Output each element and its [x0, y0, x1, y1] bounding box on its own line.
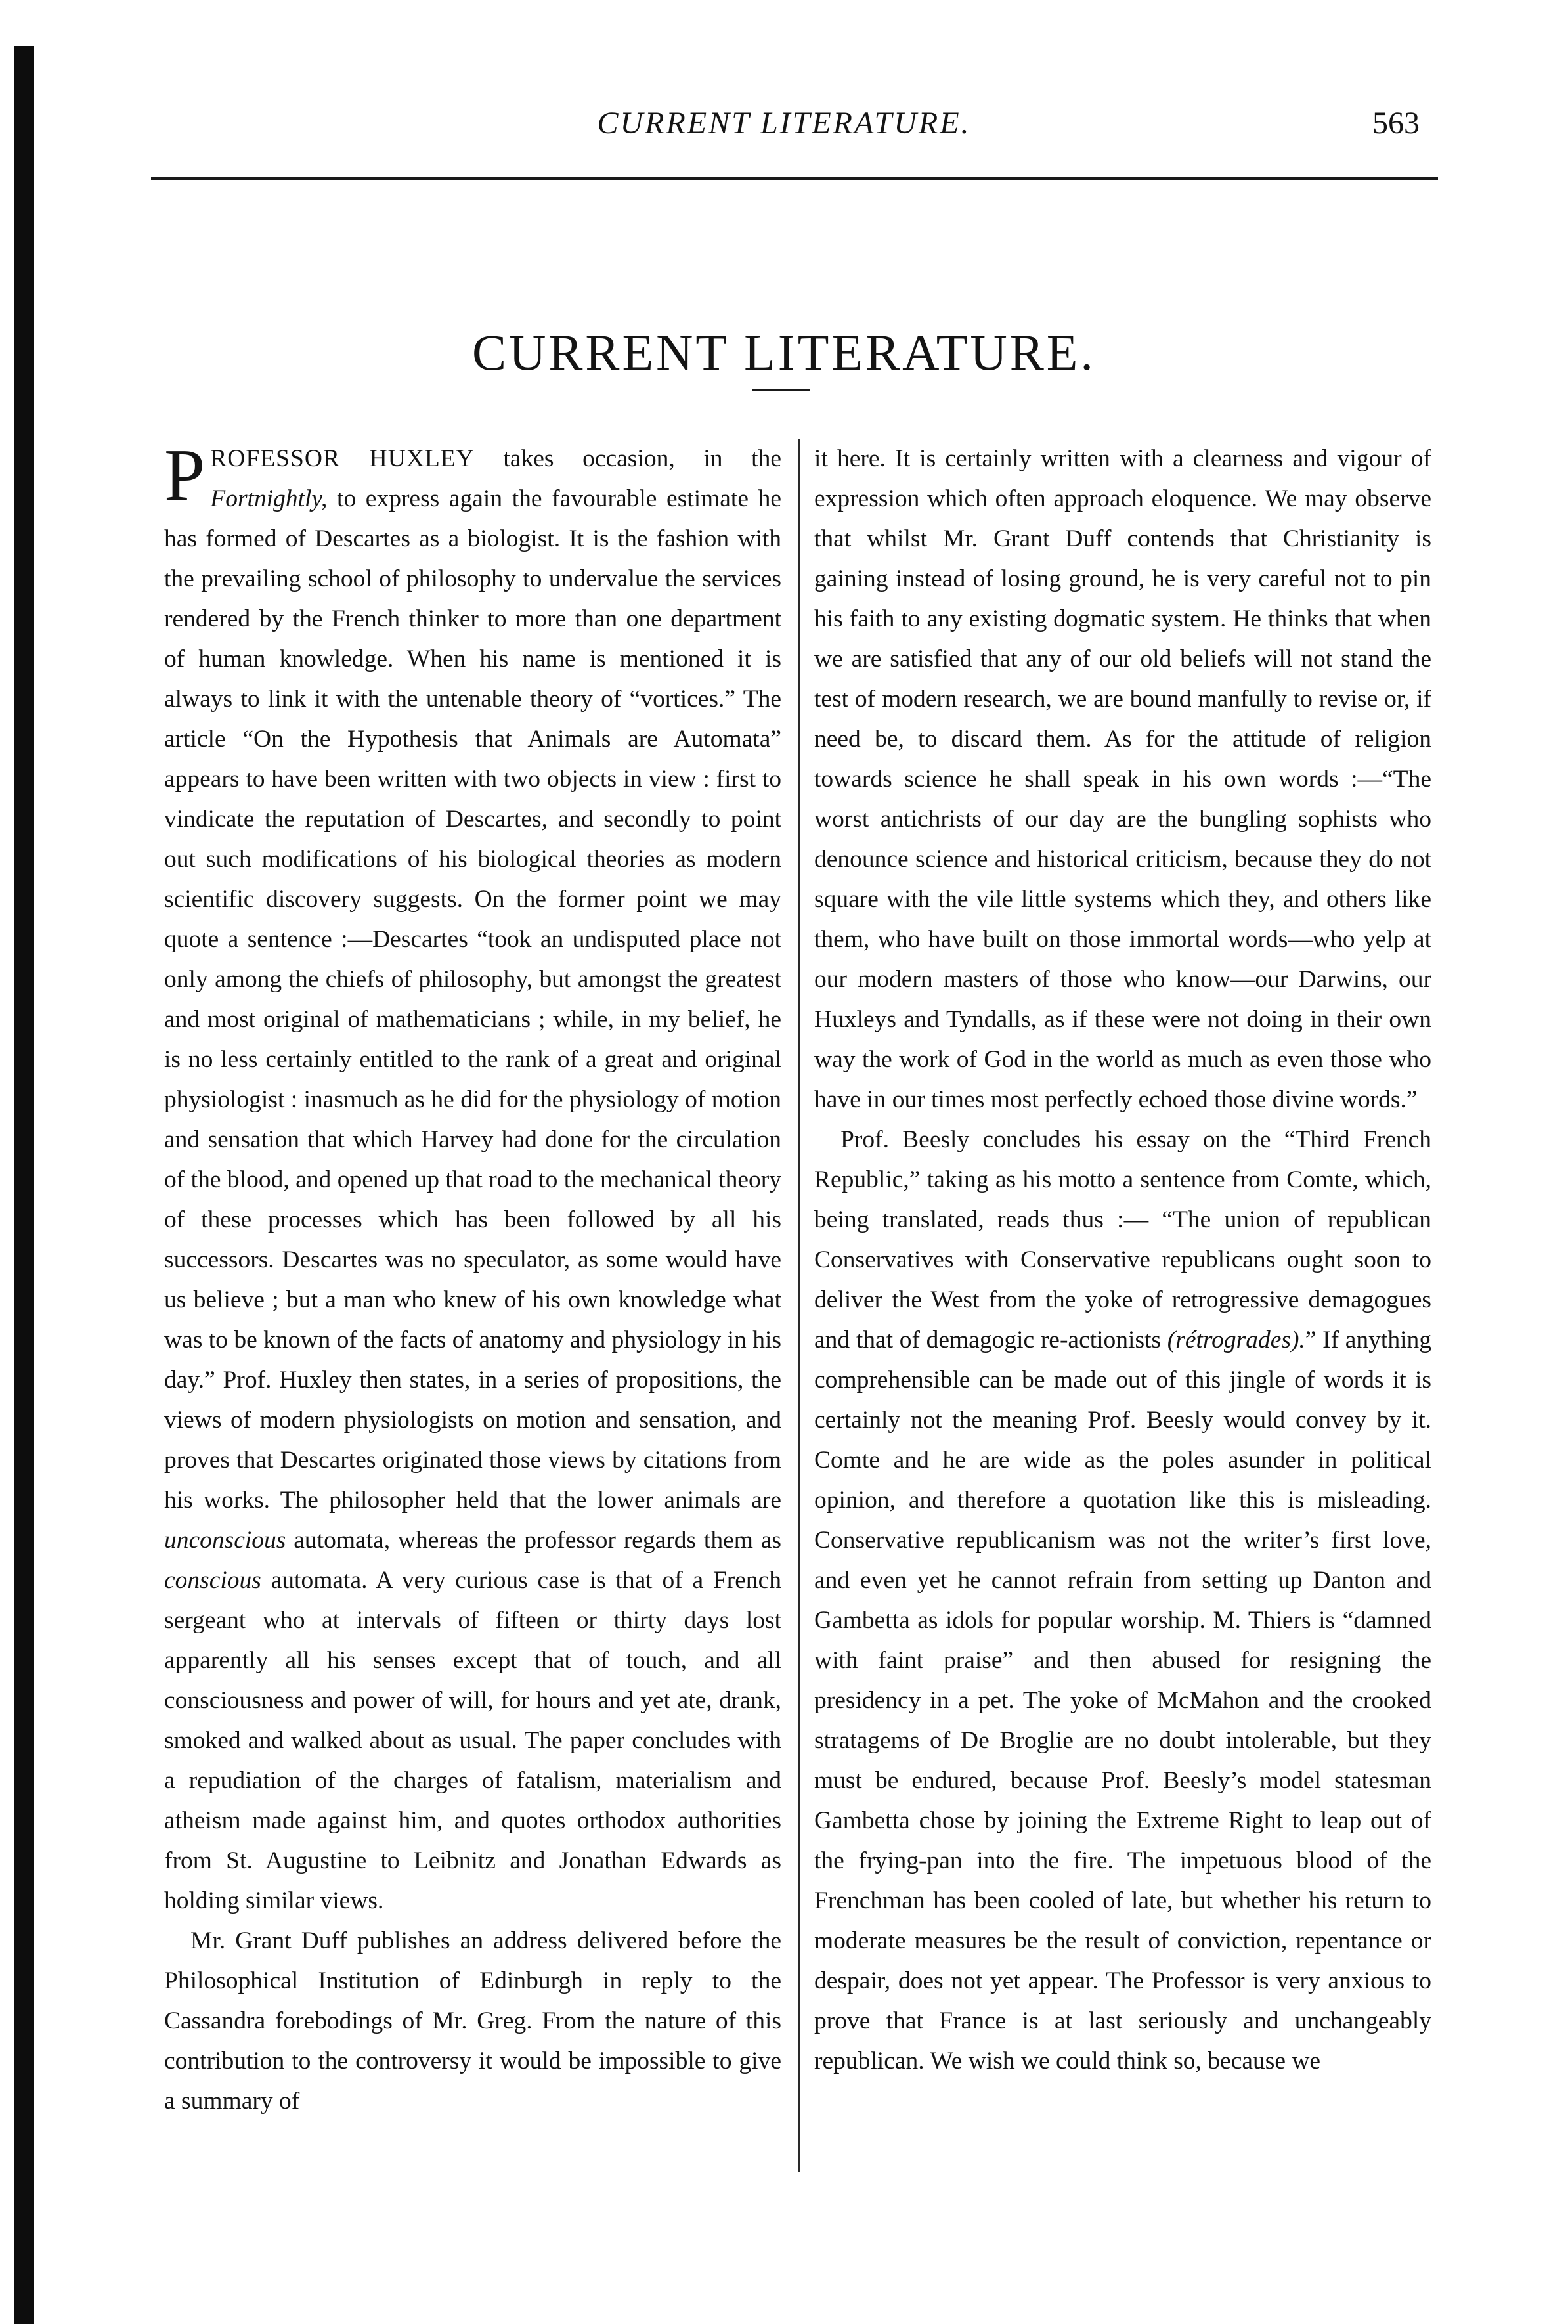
paragraph-beesly — [814, 1120, 1431, 2081]
running-head — [0, 99, 1568, 158]
lead-caps: ROFESSOR HUXLEY — [210, 445, 475, 472]
paragraph-text: takes occasion, in the — [474, 445, 781, 472]
drop-cap: P — [164, 435, 206, 516]
paragraph-text: ” If anything comprehensible can be made out of this jingle of words it is certainly not the meaning Prof. Beesly would convey by it. Comte and he are wide as the poles asunder in political opinion, and therefore a quotation like this is misleading. Conservative republicanism was not the writer’s first love, and even yet he cannot refrain from setting up Danton and Gambetta as idols for popular worship. M. Thiers is “damned with faint praise” and then abused for resigning the presidency in a pet. The yoke of McMahon and the crooked stratagems of De Broglie are no doubt intolerable, but they must be endured, because Prof. Beesly’s model statesman Gambetta chose by joining the Extreme Right to leap out of the frying-pan into the fire. The impetuous blood of the Frenchman has been cooled of late, but whether his return to moderate measures be the result of conviction, repentance or despair, does not yet appear. The Professor is very anxious to prove that France is at last seriously and unchangeably republican. We wish we could think so, because we — [814, 1326, 1432, 2074]
article-title: CURRENT LITERATURE. — [472, 324, 1096, 382]
paragraph-text: to express again the favourable estimate he has formed of Descartes as a biologist. It is the fashion with the prevailing school of philosophy to undervalue the services rendered by the French thinker to more than one department of human knowledge. When his name is mentioned it is always to link it with the untenable theory of “vortices.” The article “On the Hypothesis that Animals are Automata” appears to have been written with two objects in view : first to vindicate the reputation of Descartes, and secondly to point out such modifications of his biological theories as modern scientific discovery suggests. On the former point we may quote a sentence :—Descartes “took an undisputed place not only among the chiefs of philosophy, but amongst the greatest and most original of mathematicians ; while, in my belief, he is no less certainly entitled to the rank of a great and original physiologist : inasmuch as he did for the physiology of motion and sensation that which Harvey had done for the circulation of the blood, and opened up that road to the mechanical theory of these processes which has been followed by all his successors. Descartes was no speculator, as some would have us believe ; but a man who knew of his own knowledge what was to be known of the facts of anatomy and physiology in his day.” Prof. Huxley then states, in a series of propositions, the views of modern physiologists on motion and sensation, and proves that Descartes originated those views by citations from his works. The philosopher held that the lower animals are — [164, 485, 781, 1514]
italic-term: unconscious — [164, 1527, 286, 1554]
header-rule — [151, 177, 1438, 180]
column-divider — [798, 439, 800, 2172]
italic-term: conscious — [164, 1567, 261, 1594]
paragraph-huxley — [164, 435, 781, 1921]
paragraph-text: Prof. Beesly concludes his essay on the “Third French Republic,” taking as his motto a sentence from Comte, which, being translated, reads thus :— “The union of republican Conservatives with Conservative republicans ought soon to deliver the West from the yoke of retrogressive demagogues and that of demagogic re-actionists — [814, 1126, 1431, 1353]
italic-term: (rétrogrades). — [1167, 1326, 1305, 1353]
running-title: CURRENT LITERATURE. — [597, 106, 971, 141]
paragraph-text: automata. A very curious case is that of a French sergeant who at intervals of fifteen or thirty days lost apparently all his senses except that of touch, and all consciousness and power of will, for hours and yet ate, drank, smoked and walked about as usual. The paper concludes with a repudiation of the charges of fatalism, materialism and atheism made against him, and quotes orthodox authorities from St. Augustine to Leibnitz and Jonathan Edwards as holding similar views. — [164, 1567, 781, 1914]
right-column — [814, 439, 1431, 2081]
paragraph-text: automata, whereas the professor regards them as — [286, 1527, 781, 1554]
page-binding-edge — [14, 46, 34, 2324]
paragraph-grant-duff-continued: it here. It is certainly written with a clearness and vigour of expression which often approach eloquence. We may observe that whilst Mr. Grant Duff contends that Christianity is gaining instead of losing ground, he is very careful not to pin his faith to any existing dogmatic system. He thinks that when we are satisfied that any of our old beliefs will not stand the test of modern research, we are bound manfully to revise or, if need be, to discard them. As for the attitude of religion towards science he shall speak in his own words :—“The worst antichrists of our day are the bungling sophists who denounce science and historical criticism, because they do not square with the vile little systems which they, and others like them, who have built on those immortal words—who yelp at our modern masters of those who know—our Darwins, our Huxleys and Tyndalls, as if these were not doing in their own way the work of God in the world as much as even those who have in our times most perfectly echoed those divine words.” — [814, 445, 1431, 1113]
page-number: 563 — [1372, 106, 1420, 141]
paragraph-grant-duff: Mr. Grant Duff publishes an address delivered before the Philosophical Institution of Edinburgh in reply to the Cassandra forebodings of Mr. Greg. From the nature of this contribution to the controversy it would be impossible to give a summary of — [164, 1927, 781, 2115]
title-rule — [752, 389, 810, 391]
left-column — [164, 435, 781, 2121]
journal-title: Fortnightly, — [210, 485, 328, 512]
